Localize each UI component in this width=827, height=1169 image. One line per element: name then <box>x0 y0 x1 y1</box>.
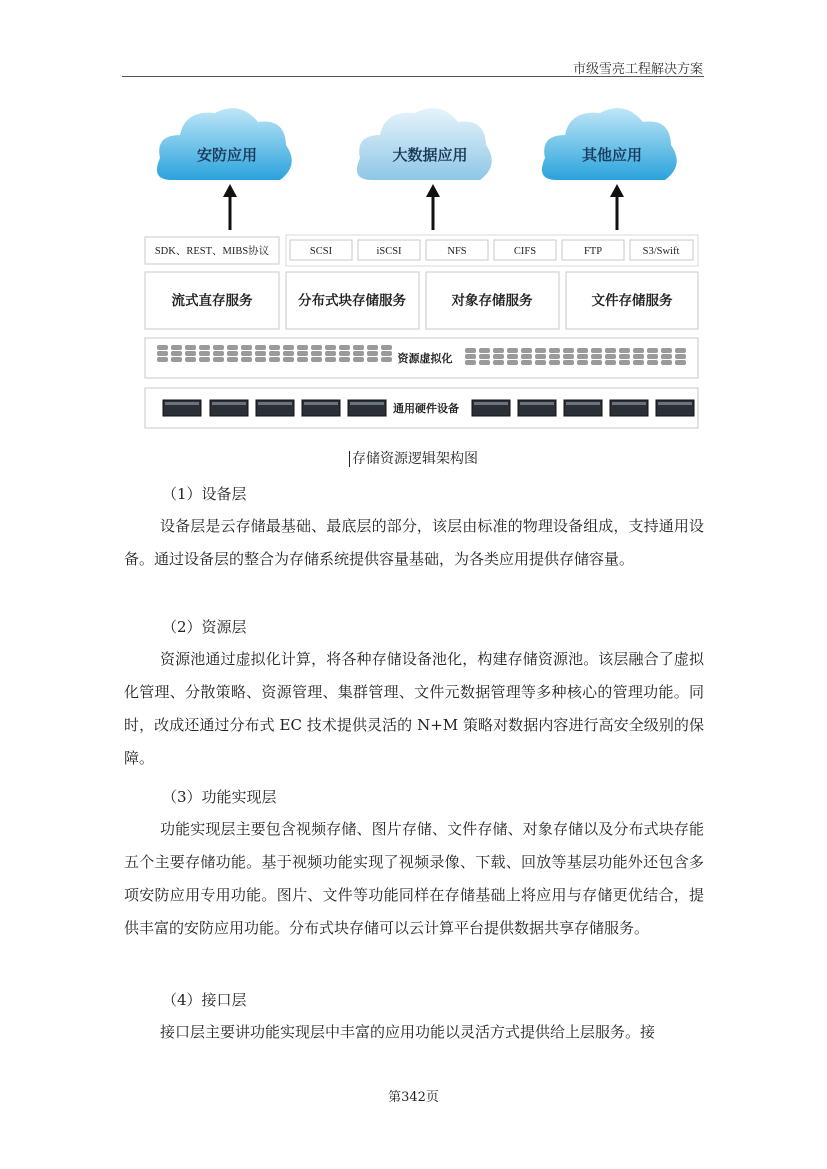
section-body-resource: 资源池通过虚拟化计算，将各种存储设备池化，构建存储资源池。该层融合了虚拟化管理、分散策略、资源管理、集群管理、文件元数据管理等多种核心的管理功能。同时，改成还通过分布式 EC 技术提供灵活的 N+M 策略对数据内容进行高安全级别的保障。 <box>124 650 704 767</box>
disk-icon <box>549 360 560 365</box>
disk-icon <box>185 345 196 350</box>
disk-icon <box>577 354 588 359</box>
disk-icon <box>283 357 294 362</box>
protocol-label: SCSI <box>309 246 333 257</box>
disk-icon <box>213 357 224 362</box>
disk-icon <box>619 348 630 353</box>
cloud-label: 大数据应用 <box>392 147 468 164</box>
disk-icon <box>647 360 658 365</box>
disk-icon <box>325 351 336 356</box>
section-body-interface: 接口层主要讲功能实现层中丰富的应用功能以灵活方式提供给上层服务。接 <box>160 1023 656 1041</box>
disk-icon <box>353 351 364 356</box>
section-heading-device: （1）设备层 <box>162 485 247 503</box>
disk-icon <box>283 345 294 350</box>
disk-icon <box>507 348 518 353</box>
server-icon-highlight <box>212 402 246 405</box>
cloud-icon <box>357 108 492 180</box>
disk-icon <box>339 351 350 356</box>
disk-icon <box>311 345 322 350</box>
disk-icon <box>381 345 392 350</box>
disk-icon <box>353 345 364 350</box>
disk-icon <box>325 357 336 362</box>
page-header-title: 市级雪亮工程解决方案 <box>572 62 703 77</box>
disk-icon <box>591 360 602 365</box>
disk-icon <box>283 351 294 356</box>
disk-icon <box>633 354 644 359</box>
server-icon-highlight <box>520 402 554 405</box>
disk-icon <box>171 357 182 362</box>
cloud-icon <box>157 108 292 180</box>
disk-icon <box>633 348 644 353</box>
disk-icon <box>199 357 210 362</box>
server-icon-highlight <box>612 402 646 405</box>
virtualization-row <box>145 338 698 378</box>
server-icon-highlight <box>350 402 384 405</box>
server-icon-highlight <box>566 402 600 405</box>
disk-icon <box>465 360 476 365</box>
cloud-icon <box>542 108 677 180</box>
disk-icon <box>339 345 350 350</box>
page-number: 第342页 <box>388 1090 439 1105</box>
disk-icon <box>241 351 252 356</box>
protocol-label: CIFS <box>513 246 537 257</box>
service-label: 文件存储服务 <box>591 293 673 308</box>
disk-icon <box>297 351 308 356</box>
protocol-label: iSCSI <box>376 246 402 257</box>
disk-icon <box>241 345 252 350</box>
disk-icon <box>549 354 560 359</box>
disk-icon <box>591 354 602 359</box>
disk-icon <box>605 360 616 365</box>
disk-icon <box>297 357 308 362</box>
protocol-label: SDK、REST、MIBS协议 <box>154 246 270 257</box>
disk-icon <box>479 354 490 359</box>
protocol-label: NFS <box>447 246 467 257</box>
disk-icon <box>647 348 658 353</box>
disk-icon <box>269 351 280 356</box>
disk-icon <box>563 360 574 365</box>
disk-icon <box>297 345 308 350</box>
service-label: 对象存储服务 <box>451 293 533 308</box>
disk-icon <box>591 348 602 353</box>
hardware-label: 通用硬件设备 <box>393 403 459 415</box>
disk-icon <box>171 351 182 356</box>
server-icon-highlight <box>658 402 692 405</box>
disk-icon <box>227 351 238 356</box>
storage-architecture-diagram <box>0 0 827 440</box>
disk-icon <box>311 357 322 362</box>
server-icon-highlight <box>165 402 199 405</box>
disk-icon <box>549 348 560 353</box>
disk-icon <box>199 351 210 356</box>
cloud-other-app <box>542 108 677 180</box>
disk-icon <box>157 357 168 362</box>
disk-icon <box>661 360 672 365</box>
service-row <box>145 272 698 329</box>
disk-icon <box>507 354 518 359</box>
disk-icon <box>157 345 168 350</box>
disk-icon <box>605 348 616 353</box>
hardware-row <box>145 388 698 428</box>
protocol-label: S3/Swift <box>642 246 680 257</box>
disk-icon <box>661 348 672 353</box>
disk-icon <box>311 351 322 356</box>
disk-icon <box>367 345 378 350</box>
disk-icon <box>577 360 588 365</box>
disk-icon <box>563 354 574 359</box>
section-heading-function: （3）功能实现层 <box>162 788 277 806</box>
disk-icon <box>493 348 504 353</box>
disk-icon <box>367 351 378 356</box>
arrows <box>223 184 624 230</box>
disk-icon <box>507 360 518 365</box>
server-icon-highlight <box>258 402 292 405</box>
disk-icon <box>227 357 238 362</box>
disk-icon <box>325 345 336 350</box>
disk-icon <box>269 357 280 362</box>
section-heading-resource: （2）资源层 <box>162 618 247 636</box>
disk-icon <box>227 345 238 350</box>
disk-icon <box>605 354 616 359</box>
disk-icon <box>521 360 532 365</box>
disk-icon <box>675 360 686 365</box>
figure-caption: 存储资源逻辑架构图 <box>0 448 827 468</box>
disk-icon <box>563 348 574 353</box>
virtualization-label: 资源虚拟化 <box>397 353 453 365</box>
disk-icon <box>381 351 392 356</box>
disk-icon <box>213 345 224 350</box>
disk-icon <box>465 348 476 353</box>
disk-icon <box>213 351 224 356</box>
server-icon-highlight <box>474 402 508 405</box>
disk-icon <box>255 345 266 350</box>
disk-icon <box>493 354 504 359</box>
disk-icon <box>255 351 266 356</box>
cloud-label: 其他应用 <box>581 147 643 164</box>
disk-icon <box>255 357 266 362</box>
service-label: 分布式块存储服务 <box>298 293 406 308</box>
disk-icon <box>479 360 490 365</box>
disk-icon <box>619 360 630 365</box>
disk-icon <box>647 354 658 359</box>
disk-icon <box>241 357 252 362</box>
disk-icon <box>675 354 686 359</box>
disk-icon <box>577 348 588 353</box>
cloud-security-app <box>157 108 292 180</box>
disk-icon <box>171 345 182 350</box>
section-body-device: 设备层是云存储最基础、最底层的部分，该层由标准的物理设备组成，支持通用设备。通过设备层的整合为存储系统提供容量基础，为各类应用提供存储容量。 <box>124 517 704 568</box>
disk-icon <box>269 345 280 350</box>
protocol-label: FTP <box>583 246 603 257</box>
disk-icon <box>157 351 168 356</box>
disk-icon <box>185 357 196 362</box>
server-icon-highlight <box>304 402 338 405</box>
disk-icon <box>479 348 490 353</box>
disk-icon <box>185 351 196 356</box>
disk-icon <box>633 360 644 365</box>
disk-icon <box>521 348 532 353</box>
cloud-bigdata-app <box>357 108 492 180</box>
disk-icon <box>535 354 546 359</box>
disk-icon <box>465 354 476 359</box>
cloud-label: 安防应用 <box>196 147 258 164</box>
disk-icon <box>661 354 672 359</box>
disk-icon <box>199 345 210 350</box>
disk-icon <box>675 348 686 353</box>
section-heading-interface: （4）接口层 <box>162 991 247 1009</box>
disk-icon <box>521 354 532 359</box>
disk-icon <box>353 357 364 362</box>
disk-icon <box>381 357 392 362</box>
disk-icon <box>535 360 546 365</box>
disk-icon <box>619 354 630 359</box>
disk-icon <box>493 360 504 365</box>
disk-icon <box>367 357 378 362</box>
protocol-row <box>145 235 698 266</box>
section-body-function: 功能实现层主要包含视频存储、图片存储、文件存储、对象存储以及分布式块存能五个主要存储功能。基于视频功能实现了视频录像、下载、回放等基层功能外还包含多项安防应用专用功能。图片、文件等功能同样在存储基础上将应用与存储更优结合，提供丰富的安防应用功能。分布式块存储可以云计算平台提供数据共享存储服务。 <box>124 820 704 937</box>
service-label: 流式直存服务 <box>171 293 253 308</box>
disk-icon <box>535 348 546 353</box>
disk-icon <box>339 357 350 362</box>
